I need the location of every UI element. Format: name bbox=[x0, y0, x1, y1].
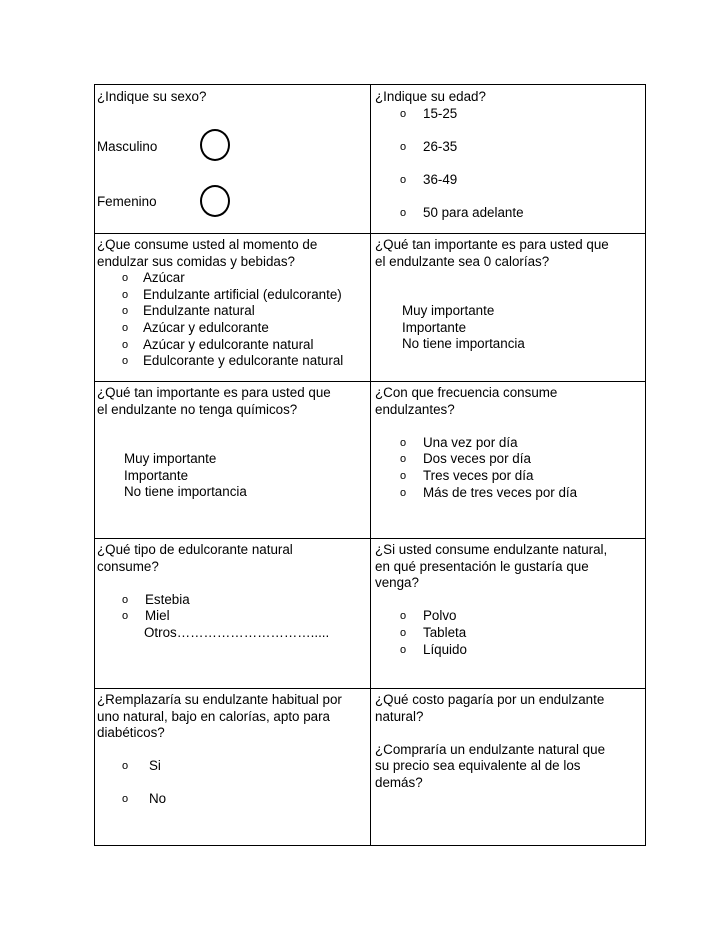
question-line: demás? bbox=[375, 774, 423, 790]
radio-bullet-icon: o bbox=[122, 288, 129, 301]
option-consume[interactable] bbox=[97, 287, 367, 304]
radio-bullet-icon: o bbox=[122, 321, 129, 334]
row-divider bbox=[95, 688, 645, 689]
option-frequency[interactable] bbox=[375, 451, 645, 468]
radio-bullet-icon: o bbox=[400, 486, 407, 499]
radio-bullet-icon: o bbox=[122, 760, 129, 772]
cell-chemicals bbox=[97, 385, 367, 501]
question-line: el endulzante no tenga químicos? bbox=[97, 401, 298, 417]
cell-sex bbox=[97, 89, 367, 233]
option-label: Más de tres veces por día bbox=[423, 484, 578, 500]
question-line: el endulzante sea 0 calorías? bbox=[375, 253, 550, 269]
question-line: ¿Qué costo pagaría por un endulzante bbox=[375, 692, 605, 707]
option-label: Edulcorante y edulcorante natural bbox=[143, 353, 344, 369]
option-consume[interactable] bbox=[97, 353, 367, 370]
radio-bullet-icon: o bbox=[122, 610, 129, 623]
radio-bullet-icon: o bbox=[122, 793, 129, 805]
option-label: Azúcar bbox=[143, 270, 185, 286]
radio-bullet-icon: o bbox=[122, 338, 129, 351]
option-label: Dos veces por día bbox=[423, 451, 531, 467]
masculino-radio[interactable] bbox=[200, 129, 230, 161]
question-line: endulzar sus comidas y bebidas? bbox=[97, 253, 295, 269]
question-sex: ¿Indique su sexo? bbox=[97, 89, 207, 104]
option-presentation[interactable] bbox=[375, 608, 645, 625]
option-calories[interactable]: Muy importante bbox=[402, 303, 495, 319]
option-label: Endulzante natural bbox=[143, 303, 255, 319]
option-age[interactable] bbox=[375, 139, 457, 156]
option-frequency[interactable] bbox=[375, 468, 645, 485]
radio-bullet-icon: o bbox=[400, 436, 407, 449]
question-line: ¿Qué tipo de edulcorante natural bbox=[97, 542, 293, 557]
radio-bullet-icon: o bbox=[400, 141, 407, 153]
radio-bullet-icon: o bbox=[400, 643, 407, 656]
question-line: ¿Compraría un endulzante natural que bbox=[375, 741, 606, 757]
radio-bullet-icon: o bbox=[122, 305, 129, 318]
option-label: Endulzante artificial (edulcorante) bbox=[143, 286, 342, 302]
question-age: ¿Indique su edad? bbox=[375, 89, 486, 104]
option-consume[interactable] bbox=[97, 270, 367, 287]
cell-consume bbox=[97, 237, 367, 370]
option-label: Tableta bbox=[423, 624, 467, 640]
option-consume[interactable] bbox=[97, 320, 367, 337]
question-line: endulzantes? bbox=[375, 401, 455, 417]
radio-bullet-icon: o bbox=[400, 453, 407, 466]
question-line: en qué presentación le gustaría que bbox=[375, 558, 589, 574]
cell-cost bbox=[375, 692, 645, 792]
option-label: Una vez por día bbox=[423, 434, 518, 450]
option-age[interactable] bbox=[375, 172, 457, 189]
option-femenino: Femenino bbox=[97, 194, 157, 209]
survey-table bbox=[94, 84, 646, 846]
radio-bullet-icon: o bbox=[400, 610, 407, 623]
row-divider bbox=[95, 381, 645, 382]
option-label: No bbox=[149, 791, 167, 806]
row-divider bbox=[95, 233, 645, 234]
femenino-radio[interactable] bbox=[200, 185, 230, 217]
option-label: Tres veces por día bbox=[423, 467, 534, 483]
column-divider bbox=[370, 85, 371, 845]
cell-frequency bbox=[375, 385, 645, 501]
option-sweetener-type[interactable] bbox=[97, 592, 367, 609]
option-masculino: Masculino bbox=[97, 139, 158, 154]
row-divider bbox=[95, 538, 645, 539]
radio-bullet-icon: o bbox=[400, 469, 407, 482]
option-label: 36-49 bbox=[423, 172, 458, 187]
question-line: ¿Con que frecuencia consume bbox=[375, 385, 558, 400]
option-yes[interactable] bbox=[97, 758, 161, 775]
option-label: Si bbox=[149, 758, 161, 773]
option-chemicals[interactable]: No tiene importancia bbox=[124, 484, 247, 500]
question-line: natural? bbox=[375, 708, 424, 724]
option-frequency[interactable] bbox=[375, 435, 645, 452]
option-label: 15-25 bbox=[423, 106, 458, 121]
radio-bullet-icon: o bbox=[400, 626, 407, 639]
cell-calories bbox=[375, 237, 645, 353]
option-consume[interactable] bbox=[97, 303, 367, 320]
cell-presentation bbox=[375, 542, 645, 658]
option-presentation[interactable] bbox=[375, 625, 645, 642]
question-line: ¿Que consume usted al momento de bbox=[97, 237, 318, 252]
option-frequency[interactable] bbox=[375, 485, 645, 502]
option-other-field[interactable]: Otros…………………………..... bbox=[144, 624, 330, 640]
option-label: Polvo bbox=[423, 608, 457, 624]
option-calories[interactable]: No tiene importancia bbox=[402, 336, 525, 352]
option-label: 26-35 bbox=[423, 139, 458, 154]
cell-age bbox=[375, 89, 645, 233]
radio-bullet-icon: o bbox=[122, 272, 129, 285]
radio-bullet-icon: o bbox=[400, 108, 407, 120]
radio-bullet-icon: o bbox=[400, 174, 407, 186]
radio-bullet-icon: o bbox=[122, 593, 129, 606]
option-label: Líquido bbox=[423, 641, 467, 657]
question-line: ¿Qué tan importante es para usted que bbox=[97, 385, 331, 400]
question-line: consume? bbox=[97, 558, 159, 574]
question-line: su precio sea equivalente al de los bbox=[375, 758, 581, 774]
option-age[interactable] bbox=[375, 106, 457, 123]
option-label: Azúcar y edulcorante bbox=[143, 319, 269, 335]
option-label: Estebia bbox=[145, 591, 190, 607]
question-line: uno natural, bajo en calorías, apto para bbox=[97, 708, 331, 724]
question-line: diabéticos? bbox=[97, 725, 165, 741]
option-label: 50 para adelante bbox=[423, 205, 524, 220]
question-line: venga? bbox=[375, 575, 419, 591]
option-age[interactable] bbox=[375, 205, 524, 222]
option-presentation[interactable] bbox=[375, 642, 645, 659]
option-chemicals[interactable]: Muy importante bbox=[124, 451, 217, 467]
radio-bullet-icon: o bbox=[400, 207, 407, 219]
option-chemicals[interactable]: Importante bbox=[124, 467, 189, 483]
option-sweetener-type[interactable] bbox=[97, 608, 367, 625]
question-line: ¿Si usted consume endulzante natural, bbox=[375, 542, 608, 557]
question-line: ¿Qué tan importante es para usted que bbox=[375, 237, 609, 252]
option-label: Miel bbox=[145, 608, 170, 624]
cell-replace bbox=[97, 692, 367, 842]
option-no[interactable] bbox=[97, 791, 166, 808]
option-consume[interactable] bbox=[97, 337, 367, 354]
option-calories[interactable]: Importante bbox=[402, 319, 467, 335]
cell-sweetener-type bbox=[97, 542, 367, 642]
option-label: Azúcar y edulcorante natural bbox=[143, 336, 314, 352]
question-line: ¿Remplazaría su endulzante habitual por bbox=[97, 692, 342, 707]
radio-bullet-icon: o bbox=[122, 355, 129, 368]
